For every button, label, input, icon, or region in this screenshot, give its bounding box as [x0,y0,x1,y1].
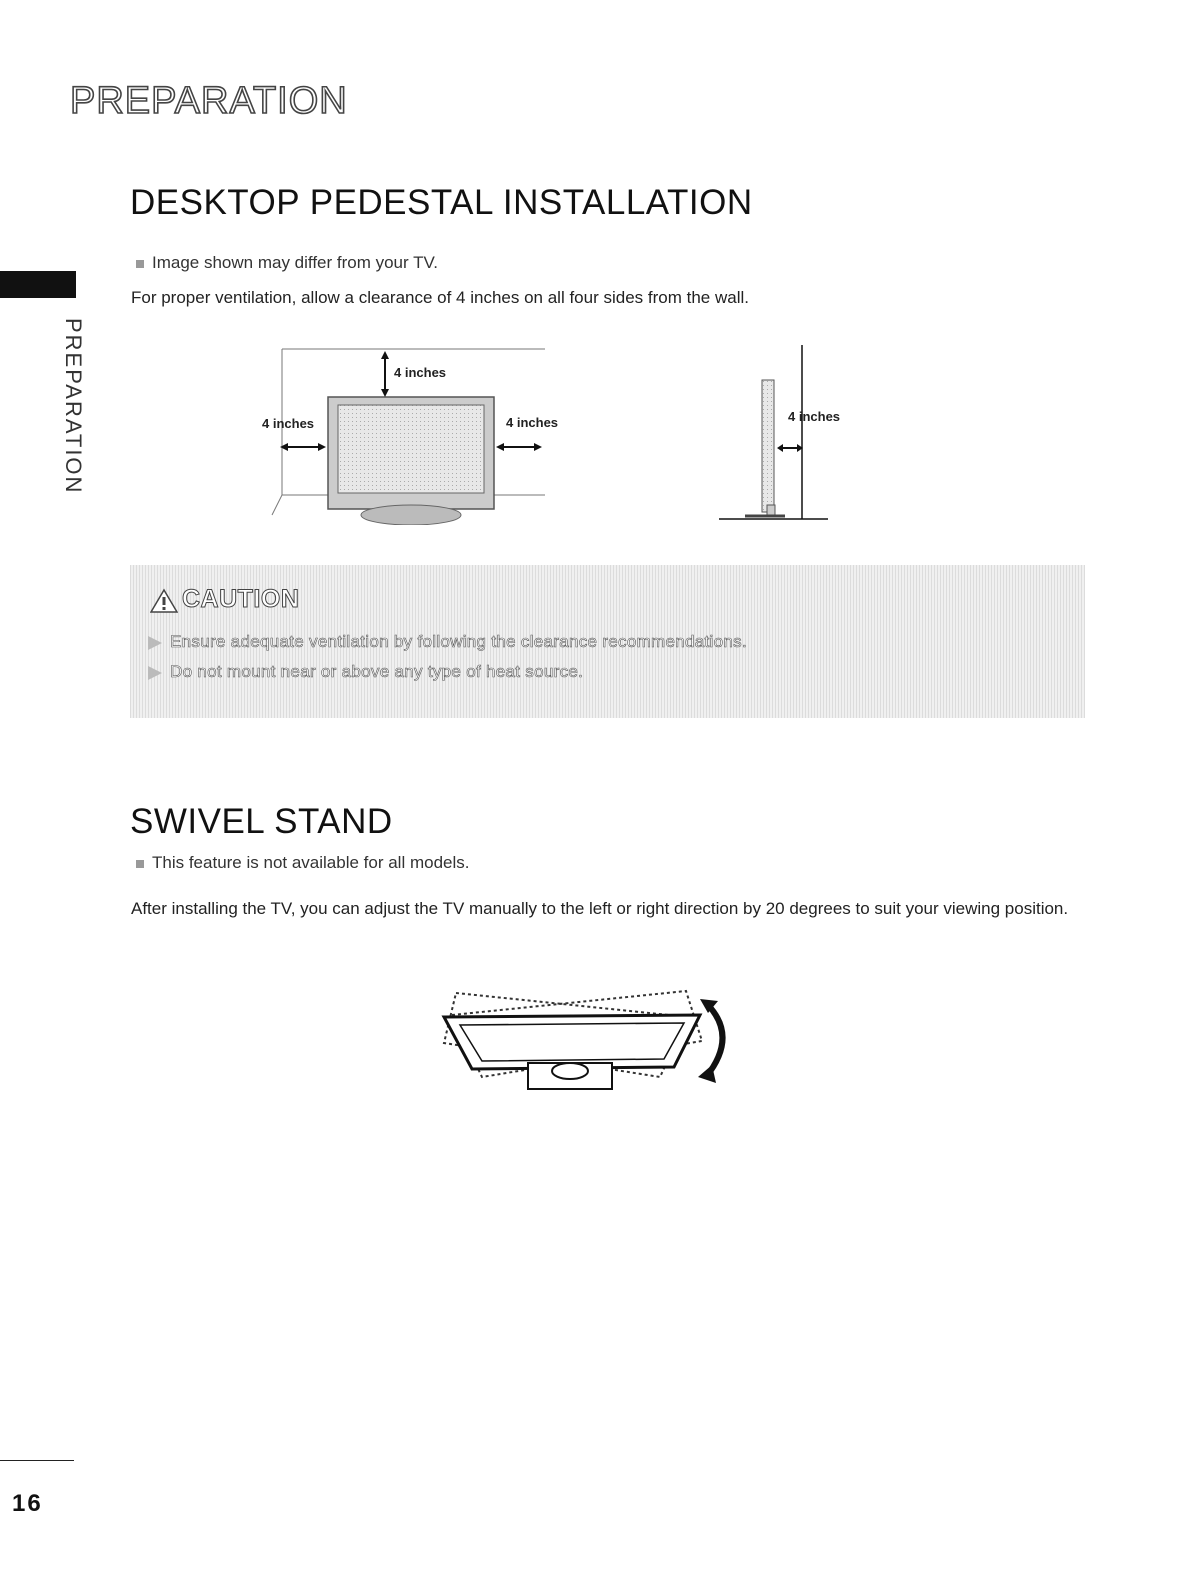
page-number: 16 [12,1490,43,1517]
swivel-title: SWIVEL STAND [130,802,393,841]
left-clearance-label: 4 inches [262,416,315,431]
tv-side-panel [762,380,774,512]
note-bullet-icon [136,260,144,268]
tv-front-screen [338,405,484,493]
note-bullet-icon [136,860,144,868]
swivel-note-text: This feature is not available for all models. [152,853,470,872]
caution-item-text: Ensure adequate ventilation by following the clearance recommendations. [170,632,747,651]
right-clearance-label: 4 inches [506,415,559,430]
arrow-bullet-icon [148,666,162,680]
caution-item [148,662,583,682]
desktop-note [136,253,438,273]
side-clearance-diagram [715,345,835,525]
arrow-bullet-icon [148,636,162,650]
caution-title: CAUTION [182,585,300,613]
side-tab-label: PREPARATION [61,318,86,495]
footer-divider [0,1460,74,1461]
desktop-note-text: Image shown may differ from your TV. [152,253,438,272]
tv-front-stand [361,505,461,525]
section-header: PREPARATION [70,80,348,122]
rotation-arrow-icon [706,1005,723,1077]
warning-icon [150,588,178,614]
desktop-body: For proper ventilation, allow a clearance of 4 inches on all four sides from the wall. [131,288,749,307]
swivel-note [136,853,470,873]
caution-item [148,632,747,652]
top-clearance-label: 4 inches [394,365,447,380]
caution-item-text: Do not mount near or above any type of heat source. [170,662,584,681]
desktop-title: DESKTOP PEDESTAL INSTALLATION [130,183,753,222]
side-tab-marker [0,271,76,298]
swivel-diagram [438,985,748,1095]
side-clearance-label: 4 inches [788,409,841,424]
swivel-body: After installing the TV, you can adjust the TV manually to the left or right direction by 20 degrees to suit your viewing position. [131,899,1069,918]
